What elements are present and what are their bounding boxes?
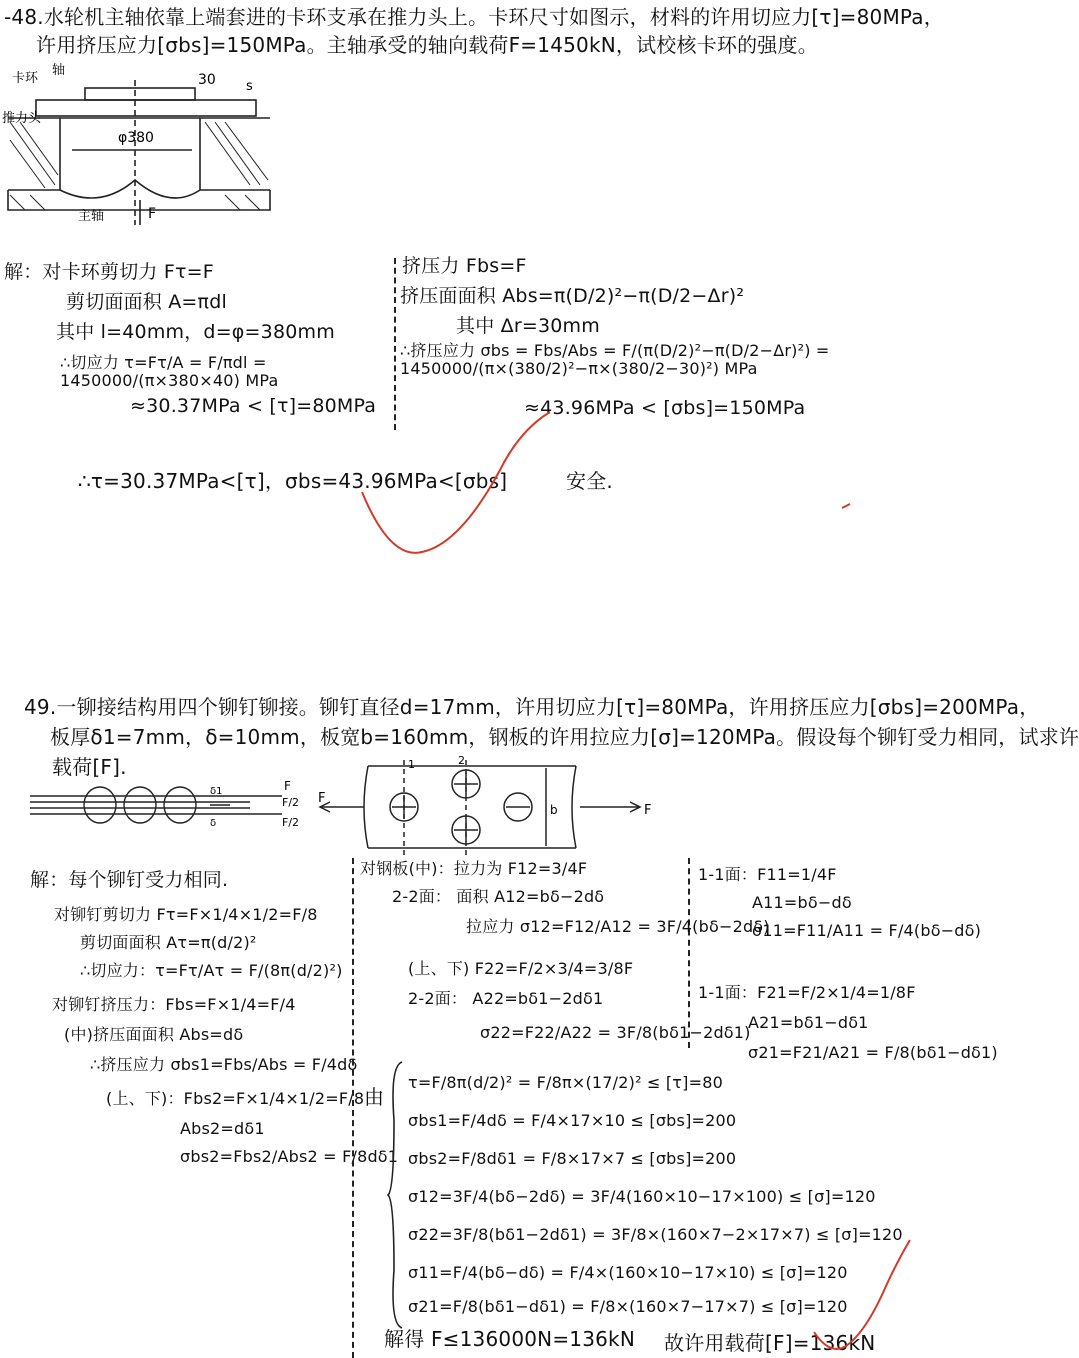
- p49-col3-line5: A21=bδ1−dδ1: [748, 1013, 869, 1032]
- p49-col2-line5: 2-2面： A22=bδ1−2dδ1: [408, 989, 604, 1008]
- p48-fig-dim-30: 30: [198, 72, 216, 88]
- p49-side-view-figure: [20, 776, 300, 836]
- p49-brace: [386, 1060, 406, 1330]
- p49-plate-figure: [318, 754, 658, 858]
- p49-fig-half-top: F/2: [282, 796, 300, 809]
- p49-col1-line1: 解：每个铆钉受力相同.: [30, 869, 229, 891]
- p48-statement-line2: 许用挤压应力[σbs]=150MPa。主轴承受的轴向载荷F=1450kN，试校核卡环的强度。: [36, 33, 818, 57]
- p49-you-label: 由: [364, 1085, 385, 1109]
- p49-check-mark: [806, 1236, 916, 1356]
- p48-figure: [0, 60, 280, 230]
- p48-safe: 安全.: [566, 469, 613, 493]
- p49-col3-line3: σ11=F11/A11 = F/4(bδ−dδ): [752, 921, 982, 940]
- p48-right-line2: 挤压面面积 Abs=π(D/2)²−π(D/2−Δr)²: [400, 285, 745, 307]
- p49-fig-delta: δ: [210, 818, 217, 829]
- p49-col2-line3: 拉应力 σ12=F12/A12 = 3F/4(bδ−2dδ): [466, 917, 770, 936]
- p49-col3-line1: 1-1面：F11=1/4F: [698, 865, 837, 884]
- p49-col1-line3: 剪切面面积 Aτ=π(d/2)²: [80, 933, 257, 952]
- p49-col1-line10: σbs2=Fbs2/Abs2 = F/8dδ1: [180, 1147, 399, 1166]
- p49-col2-line4: (上、下) F22=F/2×3/4=3/8F: [408, 959, 634, 978]
- p48-right-line4: ∴挤压应力 σbs = Fbs/Abs = F/(π(D/2)²−π(D/2−Δr)²) = 1450000/(π×(380/2)²−π×(380/2−30)²) MPa: [400, 341, 830, 379]
- p48-fig-ring-label: 卡环: [12, 71, 39, 86]
- p49-system-s11: σ11=F/4(bδ−dδ) = F/4×(160×10−17×10) ≤ [σ]=120: [408, 1263, 848, 1282]
- p48-left-line1: 解：对卡环剪切力 Fτ=F: [4, 261, 214, 283]
- p48-fig-dim-s: s: [246, 79, 253, 94]
- p49-fig-section-1: 1: [408, 758, 415, 771]
- p49-col1-line8: (上、下)：Fbs2=F×1/4×1/2=F/8: [106, 1089, 365, 1108]
- p48-left-line5: ≈30.37MPa < [τ]=80MPa: [130, 395, 377, 417]
- p49-fig-f-top: F: [284, 779, 291, 793]
- p49-fig-force-right: F: [644, 803, 652, 818]
- p48-check-mark: [350, 397, 860, 560]
- p49-col1-line7: ∴挤压应力 σbs1=Fbs/Abs = F/4dδ: [90, 1055, 358, 1074]
- p48-statement-line1: -48.水轮机主轴依靠上端套进的卡环支承在推力头上。卡环尺寸如图示，材料的许用切应力[τ]=80MPa，: [4, 5, 944, 29]
- p49-solve: 解得 F≤136000N=136kN: [384, 1327, 636, 1351]
- p48-fig-shaft-label: 主轴: [78, 209, 105, 224]
- p49-system-s22: σ22=3F/8(bδ1−2dδ1) = 3F/8×(160×7−2×17×7) ≤ [σ]=120: [408, 1225, 903, 1244]
- p48-fig-thrust-label: 推力头: [2, 111, 42, 126]
- p49-col3-line4: 1-1面：F21=F/2×1/4=1/8F: [698, 983, 916, 1002]
- p49-col1-line6: (中)挤压面面积 Abs=dδ: [64, 1025, 244, 1044]
- p49-col1-line5: 对铆钉挤压力：Fbs=F×1/4=F/4: [52, 995, 296, 1014]
- p49-col2-line2: 2-2面： 面积 A12=bδ−2dδ: [392, 887, 605, 906]
- p49-col1-line9: Abs2=dδ1: [180, 1119, 265, 1138]
- p49-statement-line2: 板厚δ1=7mm，δ=10mm，板宽b=160mm，钢板的许用拉应力[σ]=120MPa。假设每个铆钉受力相同，试求许: [50, 725, 1079, 749]
- p49-system-sbs1: σbs1=F/4dδ = F/4×17×10 ≤ [σbs]=200: [408, 1111, 737, 1130]
- p49-col3-line2: A11=bδ−dδ: [752, 893, 852, 912]
- p49-fig-half-bottom: F/2: [282, 816, 300, 829]
- p49-fig-section-2: 2: [458, 754, 465, 767]
- p49-col2-line1: 对钢板(中)：拉力为 F12=3/4F: [360, 859, 588, 878]
- p48-right-line3: 其中 Δr=30mm: [456, 315, 600, 337]
- p49-statement-line3: 载荷[F].: [52, 755, 127, 779]
- p49-col1-line2: 对铆钉剪切力 Fτ=F×1/4×1/2=F/8: [54, 905, 318, 924]
- p49-column-divider-2: [688, 858, 690, 1048]
- p49-column-divider-1: [352, 858, 354, 1358]
- p49-fig-width-b: b: [550, 803, 558, 817]
- p48-left-line2: 剪切面面积 A=πdl: [66, 291, 227, 313]
- p49-col1-line4: ∴切应力：τ=Fτ/Aτ = F/(8π(d/2)²): [80, 961, 343, 980]
- p48-conclusion: ∴τ=30.37MPa<[τ]，σbs=43.96MPa<[σbs]: [78, 469, 508, 493]
- p48-left-line3: 其中 l=40mm，d=φ=380mm: [56, 321, 335, 343]
- p49-system-s12: σ12=3F/4(bδ−2dδ) = 3F/4(160×10−17×100) ≤ [σ]=120: [408, 1187, 876, 1206]
- p48-right-line5: ≈43.96MPa < [σbs]=150MPa: [524, 397, 806, 419]
- p48-right-line1: 挤压力 Fbs=F: [402, 255, 527, 277]
- p49-col3-line6: σ21=F21/A21 = F/8(bδ1−dδ1): [748, 1043, 998, 1062]
- p49-system-sbs2: σbs2=F/8dδ1 = F/8×17×7 ≤ [σbs]=200: [408, 1149, 737, 1168]
- p48-fig-shaft-top-label: 轴: [52, 63, 66, 78]
- p48-left-line4: ∴切应力 τ=Fτ/A = F/πdl = 1450000/(π×380×40) MPa: [60, 353, 279, 391]
- p49-statement-line1: 49.一铆接结构用四个铆钉铆接。铆钉直径d=17mm，许用切应力[τ]=80MPa，许用挤压应力[σbs]=200MPa，: [24, 695, 1040, 719]
- p49-answer: 故许用载荷[F]=136kN: [664, 1331, 876, 1355]
- p49-system-s21: σ21=F/8(bδ1−dδ1) = F/8×(160×7−17×7) ≤ [σ]=120: [408, 1297, 848, 1316]
- p48-fig-force: F: [148, 206, 157, 222]
- p49-col2-line6: σ22=F22/A22 = 3F/8(bδ1−2dδ1): [480, 1023, 751, 1042]
- p49-fig-delta1: δ1: [210, 786, 223, 797]
- p48-fig-diameter: φ380: [118, 130, 154, 146]
- p49-system-tau: τ=F/8π(d/2)² = F/8π×(17/2)² ≤ [τ]=80: [408, 1073, 723, 1092]
- p49-fig-force-left: F: [318, 791, 326, 806]
